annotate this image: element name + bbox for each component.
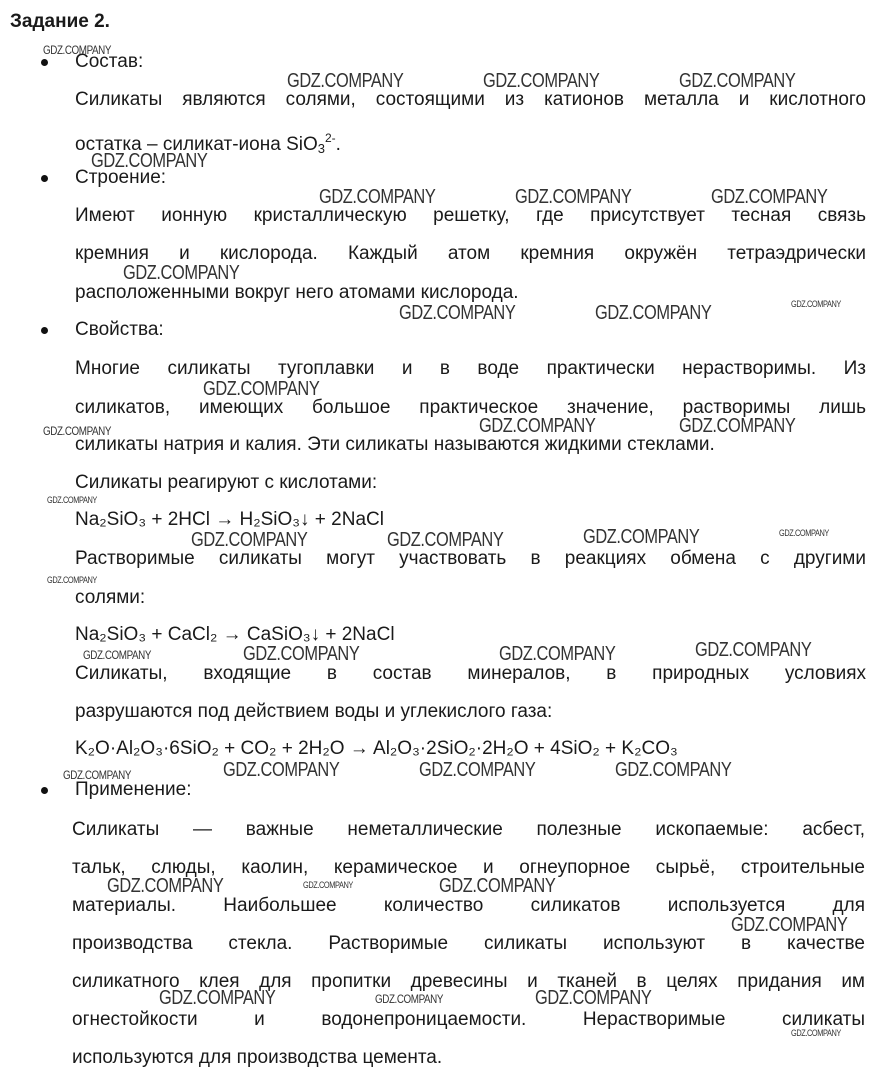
watermark: GDZ.COMPANY	[319, 186, 436, 208]
watermark: GDZ.COMPANY	[679, 70, 796, 92]
application-line-5: силикатного клея для пропитки древесины и тканей в целях придания им	[72, 971, 865, 992]
watermark: GDZ.COMPANY	[791, 299, 841, 309]
watermark: GDZ.COMPANY	[47, 495, 97, 505]
properties-line-5: Растворимые силикаты могут участвовать в реакциях обмена с другими	[75, 548, 866, 569]
properties-line-6: солями:	[75, 587, 146, 608]
watermark: GDZ.COMPANY	[63, 768, 132, 782]
structure-line-1: Имеют ионную кристаллическую решетку, где присутствует тесная связь	[75, 205, 866, 226]
properties-line-7: Силикаты, входящие в состав минералов, в природных условиях	[75, 663, 866, 684]
application-line-1: Силикаты — важные неметаллические полезные ископаемые: асбест,	[72, 819, 865, 840]
structure-line-3: расположенными вокруг него атомами кислорода.	[75, 282, 519, 303]
watermark: GDZ.COMPANY	[695, 639, 812, 661]
watermark: GDZ.COMPANY	[679, 415, 796, 437]
structure-heading: Строение:	[75, 167, 167, 188]
watermark: GDZ.COMPANY	[731, 914, 848, 936]
application-heading: Применение:	[75, 779, 192, 800]
watermark: GDZ.COMPANY	[419, 759, 536, 781]
structure-line-2: кремния и кислорода. Каждый атом кремния окружён тетраэдрически	[75, 243, 866, 264]
application-line-6: огнестойкости и водонепроницаемости. Нерастворимые силикаты	[72, 1009, 865, 1030]
properties-line-1: Многие силикаты тугоплавки и в воде практически нерастворимы. Из	[75, 358, 866, 379]
properties-line-3: силикаты натрия и калия. Эти силикаты называются жидкими стеклами.	[75, 434, 715, 455]
watermark: GDZ.COMPANY	[483, 70, 600, 92]
watermark: GDZ.COMPANY	[107, 875, 224, 897]
properties-line-2: силикатов, имеющих большое практическое значение, растворимы лишь	[75, 397, 866, 418]
watermark: GDZ.COMPANY	[399, 302, 516, 324]
watermark: GDZ.COMPANY	[43, 43, 112, 57]
watermark: GDZ.COMPANY	[123, 262, 240, 284]
equation-2: Na₂SiO₃ + CaCl₂ → CaSiO₃↓ + 2NaCl	[75, 624, 395, 645]
composition-line-1: Силикаты являются солями, состоящими из катионов металла и кислотного	[75, 89, 866, 110]
watermark: GDZ.COMPANY	[479, 415, 596, 437]
application-line-4: производства стекла. Растворимые силикаты используют в качестве	[72, 933, 865, 954]
watermark: GDZ.COMPANY	[303, 880, 353, 890]
watermark: GDZ.COMPANY	[711, 186, 828, 208]
properties-heading: Свойства:	[75, 319, 164, 340]
composition-line-2: остатка – силикат-иона SiO$_3^{2-}$.	[75, 131, 341, 156]
application-line-7: используются для производства цемента.	[72, 1047, 443, 1068]
watermark: GDZ.COMPANY	[159, 987, 276, 1009]
watermark: GDZ.COMPANY	[615, 759, 732, 781]
watermark: GDZ.COMPANY	[83, 648, 152, 662]
application-line-3: материалы. Наибольшее количество силикатов используется для	[72, 895, 865, 916]
composition-heading: Состав:	[75, 51, 144, 72]
watermark: GDZ.COMPANY	[375, 992, 444, 1006]
watermark: GDZ.COMPANY	[387, 529, 504, 551]
bullet-structure	[41, 175, 48, 182]
watermark: GDZ.COMPANY	[243, 643, 360, 665]
bullet-composition	[41, 59, 48, 66]
bullet-application	[41, 787, 48, 794]
watermark: GDZ.COMPANY	[43, 424, 112, 438]
equation-1: Na₂SiO₃ + 2HCl → H₂SiO₃↓ + 2NaCl	[75, 509, 384, 530]
watermark: GDZ.COMPANY	[535, 987, 652, 1009]
watermark: GDZ.COMPANY	[439, 875, 556, 897]
watermark: GDZ.COMPANY	[47, 575, 97, 585]
watermark: GDZ.COMPANY	[223, 759, 340, 781]
bullet-properties	[41, 327, 48, 334]
watermark: GDZ.COMPANY	[91, 150, 208, 172]
watermark: GDZ.COMPANY	[515, 186, 632, 208]
watermark: GDZ.COMPANY	[499, 643, 616, 665]
watermark: GDZ.COMPANY	[595, 302, 712, 324]
watermark: GDZ.COMPANY	[583, 526, 700, 548]
task-title: Задание 2.	[10, 11, 110, 32]
properties-line-8: разрушаются под действием воды и углекислого газа:	[75, 701, 553, 722]
properties-line-4: Силикаты реагируют с кислотами:	[75, 472, 378, 493]
watermark: GDZ.COMPANY	[779, 528, 829, 538]
watermark: GDZ.COMPANY	[791, 1028, 841, 1038]
watermark: GDZ.COMPANY	[287, 70, 404, 92]
watermark: GDZ.COMPANY	[203, 378, 320, 400]
application-line-2: тальк, слюды, каолин, керамическое и огнеупорное сырьё, строительные	[72, 857, 865, 878]
watermark: GDZ.COMPANY	[191, 529, 308, 551]
equation-3: K₂O·Al₂O₃·6SiO₂ + CO₂ + 2H₂O → Al₂O₃·2SiO₂·2H₂O + 4SiO₂ + K₂CO₃	[75, 738, 678, 759]
